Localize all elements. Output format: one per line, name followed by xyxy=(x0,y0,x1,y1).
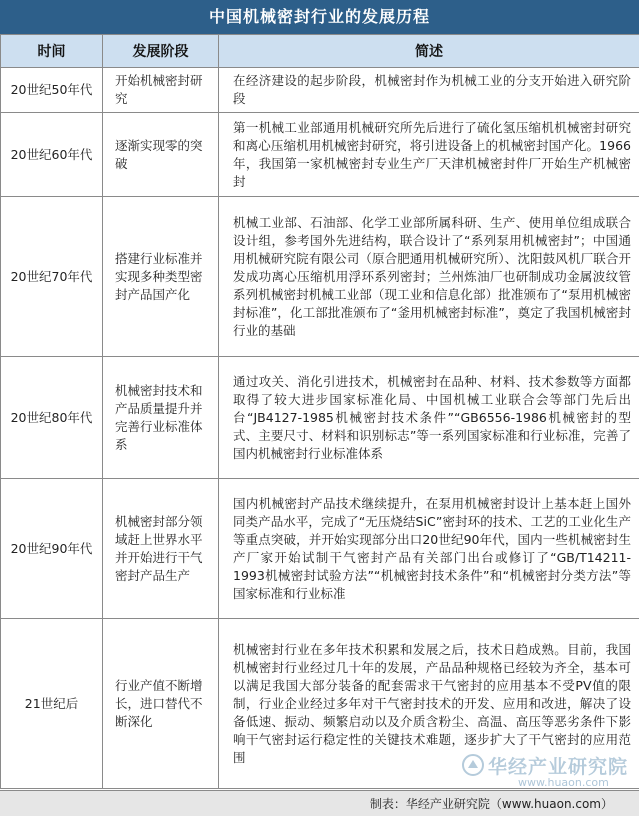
stage-cell: 搭建行业标准并实现多种类型密封产品国产化 xyxy=(103,197,219,357)
stage-cell: 机械密封部分领域赶上世界水平并开始进行干气密封产品生产 xyxy=(103,479,219,619)
history-table xyxy=(0,34,639,789)
table-row xyxy=(1,113,639,197)
desc-cell: 第一机械工业部通用机械研究所先后进行了硫化氢压缩机机械密封研究和离心压缩机用机械密封研究，将引进设备上的机械密封国产化。1966年，我国第一家机械密封专业生产厂天津机械密封件厂开始生产机械密封 xyxy=(219,113,639,197)
desc-cell: 在经济建设的起步阶段，机械密封作为机械工业的分支开始进入研究阶段 xyxy=(219,68,639,113)
stage-cell: 行业产值不断增长，进口替代不断深化 xyxy=(103,619,219,789)
header-time: 时间 xyxy=(1,35,103,68)
time-cell: 20世纪50年代 xyxy=(1,68,103,113)
stage-cell: 开始机械密封研究 xyxy=(103,68,219,113)
stage-cell: 逐渐实现零的突破 xyxy=(103,113,219,197)
desc-cell: 通过攻关、消化引进技术，机械密封在品种、材料、技术参数等方面都取得了较大进步国家标准化局、中国机械工业联合会等部门先后出台“JB4127-1985机械密封技术条件”“GB6556-1986机械密封的型式、主要尺寸、材料和识别标志”等一系列国家标准和行业标准，完善了国内机械密封行业标准体系 xyxy=(219,357,639,479)
time-cell: 20世纪80年代 xyxy=(1,357,103,479)
table-row xyxy=(1,479,639,619)
stage-cell: 机械密封技术和产品质量提升并完善行业标准体系 xyxy=(103,357,219,479)
watermark-name: 华经产业研究院 xyxy=(488,752,628,779)
header-desc: 简述 xyxy=(219,35,639,68)
header-stage: 发展阶段 xyxy=(103,35,219,68)
table-row xyxy=(1,619,639,789)
source-footer: 制表：华经产业研究院（www.huaon.com） xyxy=(0,790,639,816)
time-cell: 20世纪90年代 xyxy=(1,479,103,619)
table-row xyxy=(1,68,639,113)
desc-cell: 机械工业部、石油部、化学工业部所属科研、生产、使用单位组成联合设计组，参考国外先进结构，联合设计了“系列泵用机械密封”；中国通用机械研究院有限公司（原合肥通用机械研究所）、沈阳鼓风机厂联合开发成功离心压缩机用浮环系列密封；兰州炼油厂也研制成功金属波纹管系列机械密封机械工业部（现工业和信息化部）批准颁布了“泵用机械密封标准”，化工部批准颁布了“釜用机械密封标准”，奠定了我国机械密封行业的基础 xyxy=(219,197,639,357)
watermark-url: www.huaon.com xyxy=(518,776,609,789)
table-row xyxy=(1,197,639,357)
time-cell: 20世纪60年代 xyxy=(1,113,103,197)
time-cell: 20世纪70年代 xyxy=(1,197,103,357)
table-title: 中国机械密封行业的发展历程 xyxy=(0,0,639,34)
time-cell: 21世纪后 xyxy=(1,619,103,789)
desc-cell: 国内机械密封产品技术继续提升，在泵用机械密封设计上基本赶上国外同类产品水平，完成了“无压烧结SiC”密封环的技术、工艺的工业化生产等重点突破，并开始实现部分出口20世纪90年代，国内一些机械密封生产厂家开始试制干气密封产品有关部门出台或修订了“GB/T14211-1993机械密封试验方法”“机械密封技术条件”和“机械密封分类方法”等国家标准和行业标准 xyxy=(219,479,639,619)
table-header-row xyxy=(1,35,639,68)
table-row xyxy=(1,357,639,479)
desc-cell: 机械密封行业在多年技术积累和发展之后，技术日趋成熟。目前，我国机械密封行业经过几十年的发展，产品品种规格已经较为齐全，基本可以满足我国大部分装备的配套需求干气密封的应用基本不受PV值的限制，行业企业经过多年对干气密封技术的开发、应用和改进，解决了设备低速、振动、频繁启动以及介质含粉尘、高温、高压等恶劣条件下影响干气密封运行稳定性的关键技术难题，逐步扩大了干气密封的应用范围 xyxy=(219,619,639,789)
